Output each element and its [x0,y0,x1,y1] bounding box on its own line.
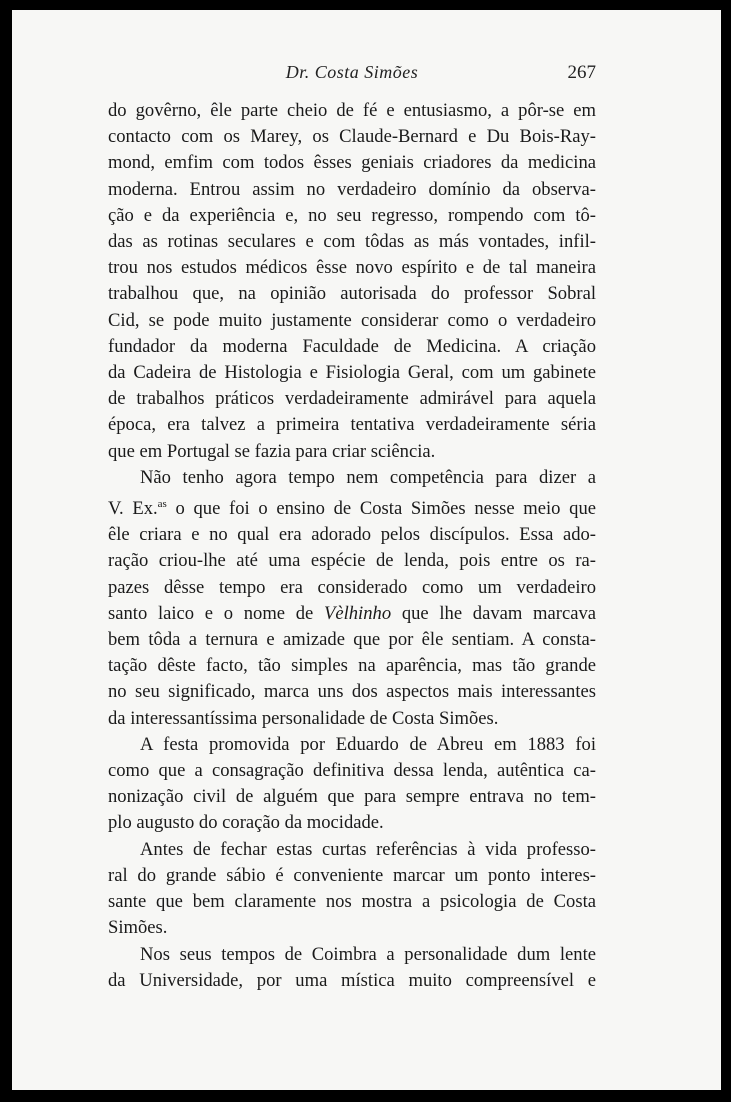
superscript: as [157,498,167,511]
text-line: mond, emfim com todos êsses geniais criadores da medicina [108,152,596,174]
text-line: da interessantíssima personalidade de Costa Simões. [108,707,499,729]
text-line: da Universidade, por uma mística muito compreensível e [108,969,596,991]
text-line: trabalhou que, na opinião autorisada do professor Sobral [108,283,596,305]
text-line: êle criara e no qual era adorado pelos discípulos. Essa ado- [108,524,596,546]
text-line: do govêrno, êle parte cheio de fé e entusiasmo, a pôr-se em [108,100,596,121]
text-line: trou nos estudos médicos êsse novo espírito e de tal maneira [108,257,596,279]
text-line [108,601,596,627]
abbreviation: V. Ex. [108,498,158,520]
text-line: A festa promovida por Eduardo de Abreu em 1883 foi [140,733,596,755]
running-title: Dr. Costa Simões [285,62,419,82]
text-line: pazes dêsse tempo era considerado como um verdadeiro [108,576,596,598]
page-number: 267 [567,62,596,83]
text-line: contacto com os Marey, os Claude-Bernard e Du Bois-Ray- [108,126,596,148]
paragraph-4 [108,837,596,942]
text-fragment: santo laico e o nome de [108,602,324,624]
page-header [108,62,596,92]
text-line: Cid, se pode muito justamente considerar como o verdadeiro [108,309,596,331]
text-line: no seu significado, marca uns dos aspectos mais interessantes [108,681,596,703]
text-line: das as rotinas seculares e com tôdas as más vontades, infil- [108,231,596,253]
text-fragment: que lhe davam marcava [391,602,596,624]
text-line: da Cadeira de Histologia e Fisiologia Geral, com um gabinete [108,362,596,384]
page-body [108,98,596,994]
text-line: como que a consagração definitiva dessa lenda, autêntica ca- [108,760,596,782]
text-fragment: o que foi o ensino de Costa Simões nesse meio que [166,498,596,520]
paragraph-3 [108,732,596,837]
text-line: ral do grande sábio é conveniente marcar um ponto interes- [108,864,596,886]
text-line: ração criou-lhe até uma espécie de lenda, pois entre os ra- [108,550,596,572]
text-line: sante que bem claramente nos mostra a psicologia de Costa [108,891,596,913]
book-page [12,10,721,1090]
text-line: fundador da moderna Faculdade de Medicina. A criação [108,335,596,357]
text-line [108,491,596,522]
text-line: Antes de fechar estas curtas referências à vida professo- [140,838,596,860]
text-line: plo augusto do coração da mocidade. [108,812,384,834]
paragraph-2 [108,465,596,732]
text-line: ção e da experiência e, no seu regresso, rompendo com tô- [108,204,596,226]
text-line: Simões. [108,917,168,939]
text-line: moderna. Entrou assim no verdadeiro domínio da observa- [108,178,596,200]
text-line: nonização civil de alguém que para sempre entrava no tem- [108,786,596,808]
paragraph-5 [108,942,596,994]
text-line: época, era talvez a primeira tentativa verdadeiramente séria [108,414,596,436]
text-line: bem tôda a ternura e amizade que por êle sentiam. A consta- [108,629,596,651]
italic-term: Vèlhinho [323,602,392,624]
text-line: de trabalhos práticos verdadeiramente admirável para aquela [108,388,596,410]
text-line: que em Portugal se fazia para criar sciência. [108,440,436,462]
text-line: Nos seus tempos de Coimbra a personalidade dum lente [140,943,596,965]
text-line: Não tenho agora tempo nem competência para dizer a [140,466,596,488]
paragraph-1 [108,98,596,465]
text-line: tação dêste facto, tão simples na aparência, mas tão grande [108,655,596,677]
